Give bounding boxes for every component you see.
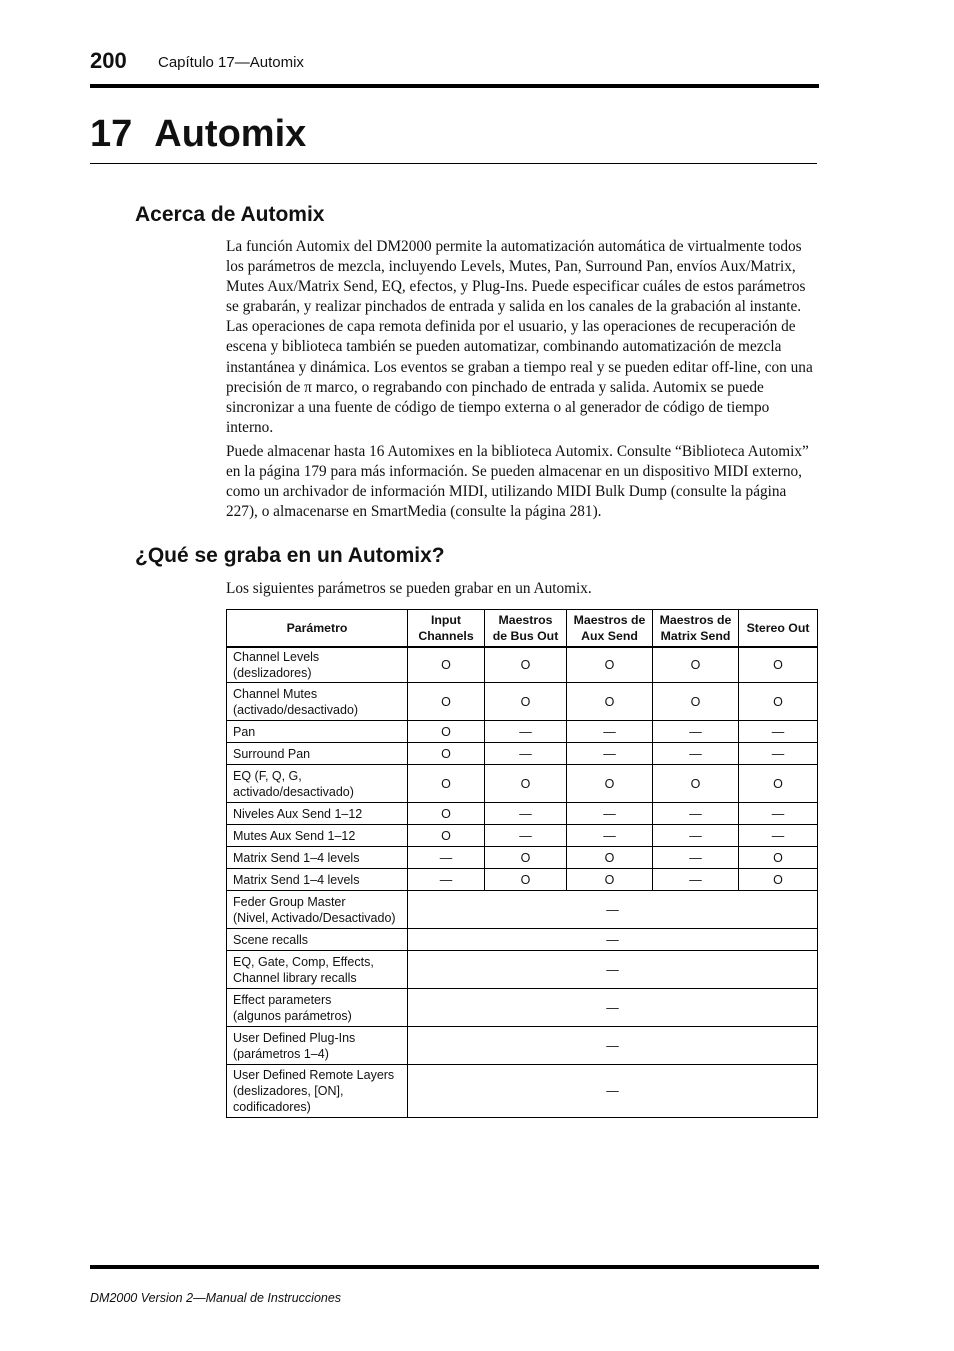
table-row — [227, 869, 818, 891]
row-label: Channel Levels (deslizadores) — [227, 647, 408, 683]
running-head: Capítulo 17—Automix — [158, 54, 304, 71]
table-cell: — — [408, 847, 485, 869]
table-cell-spanned: — — [408, 1027, 818, 1065]
row-label: Matrix Send 1–4 levels — [227, 869, 408, 891]
table-cell: O — [408, 683, 485, 721]
row-label: Mutes Aux Send 1–12 — [227, 825, 408, 847]
table-cell: O — [567, 647, 653, 683]
column-header: Stereo Out — [739, 610, 818, 648]
table-cell-spanned: — — [408, 989, 818, 1027]
column-header: Maestros de Matrix Send — [653, 610, 739, 648]
table-header-row — [227, 610, 818, 648]
table-cell: O — [485, 683, 567, 721]
table-cell: — — [567, 721, 653, 743]
row-label: Channel Mutes (activado/desactivado) — [227, 683, 408, 721]
column-header: Maestros de Aux Send — [567, 610, 653, 648]
row-label: User Defined Plug-Ins (parámetros 1–4) — [227, 1027, 408, 1065]
table-cell: O — [408, 765, 485, 803]
column-header: Parámetro — [227, 610, 408, 648]
table-row — [227, 647, 818, 683]
table-cell: O — [408, 647, 485, 683]
table-cell: — — [567, 803, 653, 825]
table-cell: — — [485, 803, 567, 825]
chapter-number: 17 — [90, 113, 133, 155]
parameters-table — [226, 609, 818, 1118]
table-cell: — — [653, 803, 739, 825]
chapter-title-text: Automix — [154, 113, 307, 155]
table-cell: O — [739, 765, 818, 803]
table-row — [227, 989, 818, 1027]
table-cell-spanned: — — [408, 929, 818, 951]
table-cell: O — [485, 869, 567, 891]
table-cell-spanned: — — [408, 1065, 818, 1118]
table-cell: — — [739, 721, 818, 743]
table-cell: O — [408, 721, 485, 743]
table-row — [227, 765, 818, 803]
table-cell: O — [567, 765, 653, 803]
row-label: Surround Pan — [227, 743, 408, 765]
row-label: Niveles Aux Send 1–12 — [227, 803, 408, 825]
table-cell: O — [567, 869, 653, 891]
table-cell: — — [653, 847, 739, 869]
footer-rule — [90, 1265, 819, 1269]
table-row — [227, 721, 818, 743]
table-row — [227, 891, 818, 929]
table-cell: O — [739, 869, 818, 891]
row-label: EQ, Gate, Comp, Effects, Channel library recalls — [227, 951, 408, 989]
table-cell: — — [653, 721, 739, 743]
paragraph-library: Puede almacenar hasta 16 Automixes en la biblioteca Automix. Consulte “Biblioteca Automix” en la página 179 para más información. Se pueden almacenar en un dispositivo MIDI externo, como un archivador de información MIDI, utilizando MIDI Bulk Dump (consulte la página 227), o almacenarse en SmartMedia (consulte la página 281). — [226, 443, 809, 521]
table-cell: O — [408, 743, 485, 765]
table-cell: O — [485, 647, 567, 683]
table-cell: — — [739, 825, 818, 847]
row-label: EQ (F, Q, G, activado/desactivado) — [227, 765, 408, 803]
table-cell: O — [653, 683, 739, 721]
section-heading-acerca: Acerca de Automix — [135, 203, 325, 226]
table-cell-spanned: — — [408, 951, 818, 989]
table-cell: O — [653, 647, 739, 683]
table-intro: Los siguientes parámetros se pueden grabar en un Automix. — [226, 580, 592, 597]
table-row — [227, 803, 818, 825]
table-cell: — — [567, 743, 653, 765]
table-cell: O — [408, 803, 485, 825]
row-label: Scene recalls — [227, 929, 408, 951]
page-footer: DM2000 Version 2—Manual de Instrucciones — [90, 1291, 342, 1305]
table-body — [227, 647, 818, 1118]
table-row — [227, 1065, 818, 1118]
row-label: Feder Group Master (Nivel, Activado/Desactivado) — [227, 891, 408, 929]
row-label: Effect parameters (algunos parámetros) — [227, 989, 408, 1027]
row-label: Pan — [227, 721, 408, 743]
table-row — [227, 1027, 818, 1065]
table-row — [227, 743, 818, 765]
table-cell: O — [567, 683, 653, 721]
table-cell: O — [739, 847, 818, 869]
table-cell: — — [408, 869, 485, 891]
table-cell: — — [739, 743, 818, 765]
table-cell: O — [653, 765, 739, 803]
section-heading-que-se-graba: ¿Qué se graba en un Automix? — [135, 544, 445, 567]
table-cell: — — [567, 825, 653, 847]
table-row — [227, 951, 818, 989]
chapter-title — [90, 110, 817, 164]
table-row — [227, 683, 818, 721]
paragraph-intro: La función Automix del DM2000 permite la automatización automática de virtualmente todos los parámetros de mezcla, incluyendo Levels, Mutes, Pan, Surround Pan, envíos Aux/Matrix, Mutes Aux/Matrix Send, EQ, efectos, y Plug-Ins. Puede especificar cuáles de estos parámetros se grabarán, y realizar pinchados de entrada y salida en los canales de la grabación al instante. Las operaciones de capa remota definida por el usuario, y las operaciones de recuperación de escena y biblioteca también se pueden automatizar, combinando automatización de mezcla instantánea y dinámica. Los eventos se graban a tiempo real y se pueden editar off-line, con una precisión de π marco, o regrabando con pinchado de entrada y salida. Automix se puede sincronizar a una fuente de código de tiempo externa o al generador de código de tiempo interno. — [226, 238, 813, 436]
table-cell: O — [408, 825, 485, 847]
table-cell-spanned: — — [408, 891, 818, 929]
column-header: Input Channels — [408, 610, 485, 648]
table-cell: — — [739, 803, 818, 825]
table-cell: — — [485, 743, 567, 765]
table-cell: — — [485, 825, 567, 847]
table-cell: — — [653, 743, 739, 765]
page-number: 200 — [90, 48, 127, 73]
table-cell: — — [485, 721, 567, 743]
table-row — [227, 847, 818, 869]
row-label: User Defined Remote Layers (deslizadores, [ON], codificadores) — [227, 1065, 408, 1118]
column-header: Maestros de Bus Out — [485, 610, 567, 648]
table-row — [227, 929, 818, 951]
table-cell: O — [485, 847, 567, 869]
table-cell: — — [653, 825, 739, 847]
table-row — [227, 825, 818, 847]
page-header — [90, 48, 819, 88]
table-cell: O — [739, 647, 818, 683]
table-cell: O — [739, 683, 818, 721]
row-label: Matrix Send 1–4 levels — [227, 847, 408, 869]
table-cell: O — [485, 765, 567, 803]
table-cell: — — [653, 869, 739, 891]
table-cell: O — [567, 847, 653, 869]
